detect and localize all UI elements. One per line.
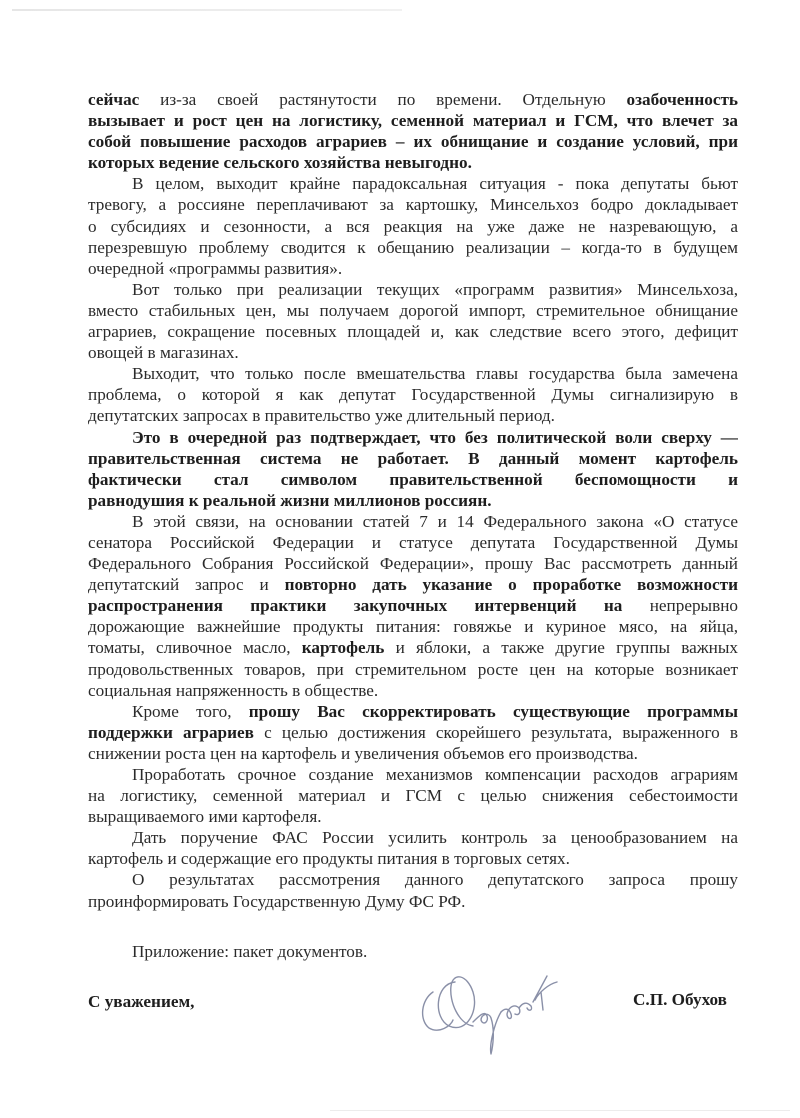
attachment-note: Приложение: пакет документов.: [132, 942, 368, 961]
text-line: [88, 342, 738, 363]
text-run: Вот только при реализации текущих «программ развития» Минсельхоза,: [132, 279, 738, 299]
text-line: [88, 194, 738, 215]
signature-stroke: [501, 1006, 520, 1019]
paragraph: [88, 89, 738, 173]
text-run: из-за своей растянутости по времени. Отдельную: [139, 90, 627, 109]
paragraph: [88, 511, 738, 701]
bold-run: правительственная система не работает. В данный момент картофель: [88, 448, 738, 468]
text-run: социальная напряженность в обществе.: [88, 680, 379, 700]
text-run: о субсидиях и сезонности, а вся реакция на уже даже не назревающую, а: [88, 216, 738, 236]
paragraph: [88, 363, 738, 426]
bold-run: фактически стал символом правительственной беспомощности и: [88, 469, 738, 489]
signature-stroke: [519, 1003, 532, 1010]
text-line: [88, 701, 738, 722]
bold-run: озабоченность: [626, 90, 738, 109]
bold-run: повторно дать указание о проработке возможности: [284, 575, 738, 595]
bold-run: прошу Вас скорректировать существующие программы: [248, 701, 738, 721]
text-run: депутатский запрос и: [88, 575, 285, 595]
text-run: аграриев, сокращение посевных площадей и, как следствие всего этого, дефицит: [88, 322, 738, 342]
text-run: дорожающие важнейшие продукты питания: говяжье и куриное мясо, на яйца,: [88, 617, 738, 637]
text-run: вместо стабильных цен, мы получаем дорогой импорт, стремительное обнищание: [88, 300, 738, 320]
text-line: [88, 848, 738, 869]
text-line: [88, 258, 738, 279]
bold-run: сейчас: [88, 90, 140, 109]
text-line: [88, 173, 738, 194]
text-run: непрерывно: [622, 596, 738, 616]
text-line: [88, 237, 738, 258]
text-run: картофель и содержащие его продукты питания в торговых сетях.: [88, 849, 570, 869]
text-line: [88, 680, 738, 701]
text-line: [88, 637, 738, 658]
paragraph: [88, 279, 738, 363]
text-line: [88, 279, 738, 300]
signature-stroke: [423, 992, 453, 1030]
text-run: Выходит, что только после вмешательства главы государства была замечена: [132, 364, 738, 384]
bold-run: распространения практики закупочных интервенций на: [88, 596, 623, 616]
scan-edge-bottom: [330, 1110, 790, 1111]
text-run: овощей в магазинах.: [88, 343, 239, 363]
text-line: [88, 574, 738, 595]
text-line: [88, 722, 738, 743]
bold-run: поддержки аграриев: [88, 722, 254, 742]
signature-stroke: [533, 976, 557, 1010]
text-run: Проработать срочное создание механизмов компенсации расходов аграриям: [132, 765, 738, 784]
text-line: [88, 616, 738, 637]
text-line: [88, 405, 738, 426]
paragraph: [88, 701, 738, 764]
text-line: [88, 152, 738, 173]
text-line: [88, 869, 738, 890]
text-run: О результатах рассмотрения данного депутатского запроса прошу: [132, 870, 738, 890]
text-run: очередной «программы развития».: [88, 258, 343, 278]
text-line: [88, 511, 738, 532]
paragraph: [88, 827, 738, 869]
text-run: сенатора Российской Федерации и статусе депутата Государственной Думы: [88, 532, 738, 552]
text-run: выращиваемого ими картофеля.: [88, 807, 322, 827]
text-line: [88, 384, 738, 405]
text-line: [88, 363, 738, 384]
text-line: [88, 469, 738, 490]
bold-run: которых ведение сельского хозяйства невыгодно.: [88, 153, 472, 173]
handwritten-signature: [415, 962, 565, 1062]
bold-run: равнодушия к реальной жизни миллионов россиян.: [88, 490, 492, 510]
text-line: [88, 448, 738, 469]
signer-name: С.П. Обухов: [633, 990, 727, 1009]
text-run: Дать поручение ФАС России усилить контроль за ценообразованием на: [132, 828, 738, 848]
text-run: снижении роста цен на картофель и увеличения объемов его производства.: [88, 743, 638, 763]
text-line: [88, 659, 738, 680]
text-run: с целью достижения скорейшего результата, выраженного в: [253, 722, 738, 742]
closing-salutation: С уважением,: [88, 992, 195, 1011]
text-run: Федерального Собрания Российской Федерации», прошу Вас рассмотреть данный: [88, 554, 738, 574]
paragraph: [88, 764, 738, 827]
text-line: [88, 110, 738, 131]
bold-run: Это в очередной раз подтверждает, что без политической воли сверху —: [132, 427, 738, 447]
text-line: [88, 891, 738, 912]
text-run: проблема, о которой я как депутат Государственной Думы сигнализирую в: [88, 385, 738, 405]
text-line: [88, 300, 738, 321]
bold-run: собой повышение расходов аграриев – их обнищание и создание условий, при: [88, 132, 738, 152]
text-run: перезревшую проблему сводится к обещанию реализации – когда-то в будущем: [88, 237, 738, 257]
paragraph: [88, 173, 738, 278]
text-line: [88, 595, 738, 616]
text-run: на логистику, семенной материал и ГСМ с целью снижения себестоимости: [88, 786, 738, 806]
text-line: [88, 827, 738, 848]
text-line: [88, 806, 738, 827]
text-line: [88, 427, 738, 448]
text-line: [88, 216, 738, 237]
text-run: продовольственных товаров, при стремительном росте цен на которые возникает: [88, 659, 738, 679]
bold-run: картофель: [301, 638, 385, 658]
text-run: В этой связи, на основании статей 7 и 14 Федерального закона «О статусе: [132, 511, 738, 531]
text-run: Кроме того,: [132, 701, 249, 721]
signature-stroke: [473, 1012, 501, 1054]
text-line: [88, 553, 738, 574]
paragraph: [88, 427, 738, 511]
letter-body: [88, 89, 738, 912]
text-line: [88, 321, 738, 342]
text-line: [88, 743, 738, 764]
text-run: и яблоки, а также другие группы важных: [384, 638, 738, 658]
text-line: [88, 89, 738, 110]
text-run: депутатских запросах в правительство уже длительный период.: [88, 406, 555, 426]
text-line: [88, 131, 738, 152]
scan-edge-top: [12, 9, 402, 11]
signature-stroke: [438, 977, 474, 1028]
text-run: проинформировать Государственную Думу ФС РФ.: [88, 891, 466, 911]
text-run: томаты, сливочное масло,: [88, 638, 302, 658]
text-line: [88, 764, 738, 785]
text-run: тревогу, а россияне переплачивают за картошку, Минсельхоз бодро докладывает: [88, 195, 738, 215]
bold-run: вызывает и рост цен на логистику, семенной материал и ГСМ, что влечет за: [88, 111, 738, 131]
text-line: [88, 785, 738, 806]
text-line: [88, 532, 738, 553]
paragraph: [88, 869, 738, 911]
text-line: [88, 490, 738, 511]
text-run: В целом, выходит крайне парадоксальная ситуация - пока депутаты бьют: [132, 174, 738, 194]
